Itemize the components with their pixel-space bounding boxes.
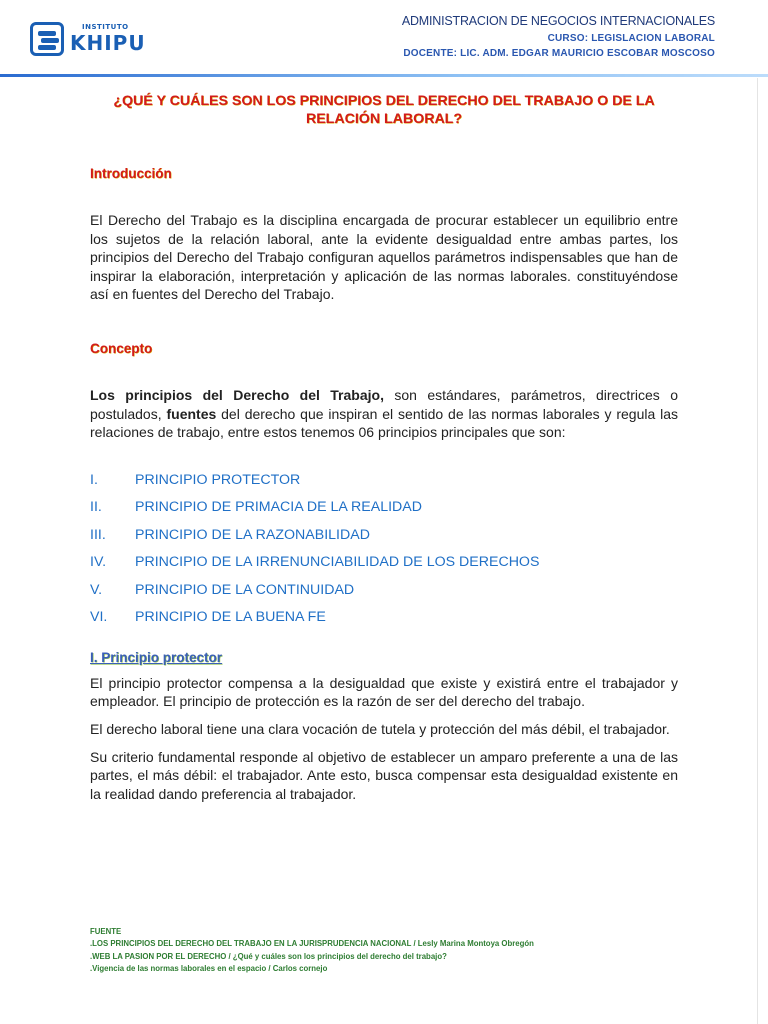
teacher-name: DOCENTE: LIC. ADM. EDGAR MAURICIO ESCOBAR MOSCOSO: [403, 48, 715, 59]
document-title: [90, 92, 678, 128]
concept-text-1: son estándares, parámetros, directrices o postulados,: [90, 386, 678, 422]
list-item: [90, 581, 678, 609]
list-item: [90, 553, 678, 581]
list-item-number: I.: [90, 471, 98, 488]
logo-small-text: INSTITUTO: [82, 23, 129, 31]
khipu-logo-icon: [30, 22, 64, 56]
concept-bold-1: Los principios del Derecho del Trabajo,: [90, 386, 384, 403]
sources-footer: [90, 926, 690, 975]
protector-paragraph-2: El derecho laboral tiene una clara vocación de tutela y protección del más débil, el trabajador.: [90, 720, 670, 737]
protector-heading[interactable]: I. Principio protector: [90, 649, 223, 665]
page-edge: [757, 78, 758, 1024]
concept-text-2: del derecho que inspiran el sentido de las normas laborales y regula las relaciones de trabajo, entre estos tenemos 06 principios principales que son:: [90, 405, 679, 441]
protector-paragraph-1: El principio protector compensa a la desigualdad que existe y existirá entre el trabajador y empleador. El principio de protección es la razón de ser del derecho del trabajo.: [90, 674, 678, 710]
list-item: [90, 471, 678, 499]
sources-label: FUENTE: [90, 927, 122, 936]
list-item-label: PRINCIPIO PROTECTOR: [135, 471, 301, 488]
logo-big-text: KHIPU: [70, 31, 146, 55]
khipu-logo: [30, 22, 146, 58]
intro-heading: Introducción: [90, 166, 172, 181]
list-item-number: VI.: [90, 609, 108, 626]
list-item-number: IV.: [90, 554, 107, 571]
page-header: [0, 0, 768, 78]
list-item-label: PRINCIPIO DE LA CONTINUIDAD: [135, 581, 355, 598]
concept-paragraph: [90, 386, 678, 442]
principles-list: [90, 471, 678, 636]
course-name: CURSO: LEGISLACION LABORAL: [547, 33, 715, 44]
program-name: ADMINISTRACION DE NEGOCIOS INTERNACIONALES: [401, 14, 715, 28]
list-item: [90, 498, 678, 526]
header-divider: [0, 74, 768, 77]
list-item: [90, 608, 678, 636]
header-info: [402, 14, 715, 63]
list-item-number: II.: [90, 499, 102, 516]
list-item-number: V.: [90, 581, 103, 598]
source-reference-2: .WEB LA PASION POR EL DERECHO / ¿Qué y cuáles son los principios del derecho del trabajo?: [90, 951, 447, 961]
concept-heading: Concepto: [90, 340, 153, 356]
list-item-label: PRINCIPIO DE LA BUENA FE: [135, 609, 326, 626]
list-item-label: PRINCIPIO DE LA RAZONABILIDAD: [135, 526, 370, 543]
list-item-number: III.: [90, 526, 106, 543]
list-item-label: PRINCIPIO DE PRIMACIA DE LA REALIDAD: [135, 499, 422, 516]
list-item-label: PRINCIPIO DE LA IRRENUNCIABILIDAD DE LOS DERECHOS: [135, 554, 540, 571]
list-item: [90, 526, 678, 554]
title-line-2: RELACIÓN LABORAL?: [305, 111, 463, 127]
intro-paragraph: El Derecho del Trabajo es la disciplina encargada de procurar establecer un equilibrio entre los sujetos de la relación laboral, ante la evidente desigualdad entre ambas partes, los principios del Derecho del Trabajo configuran aquellos parámetros indispensables que han de inspirar la elaboración, interpretación y aplicación de las normas laborales. constituyéndose así en fuentes del Derecho del Trabajo.: [90, 212, 678, 303]
source-reference-1: .LOS PRINCIPIOS DEL DERECHO DEL TRABAJO EN LA JURISPRUDENCIA NACIONAL / Lesly Marina Montoya Obregón: [90, 939, 534, 949]
document-body: [90, 92, 678, 803]
source-reference-3: .Vigencia de las normas laborales en el espacio / Carlos cornejo: [90, 963, 328, 973]
title-line-1: ¿QUÉ Y CUÁLES SON LOS PRINCIPIOS DEL DERECHO DEL TRABAJO O DE LA: [113, 93, 655, 109]
concept-bold-2: fuentes: [166, 405, 217, 422]
protector-paragraph-3: Su criterio fundamental responde al objetivo de establecer un amparo preferente a una de las partes, el más débil: el trabajador. Ante esto, busca compensar esta desigualdad existente en la realidad dando preferencia al trabajador.: [90, 748, 678, 802]
